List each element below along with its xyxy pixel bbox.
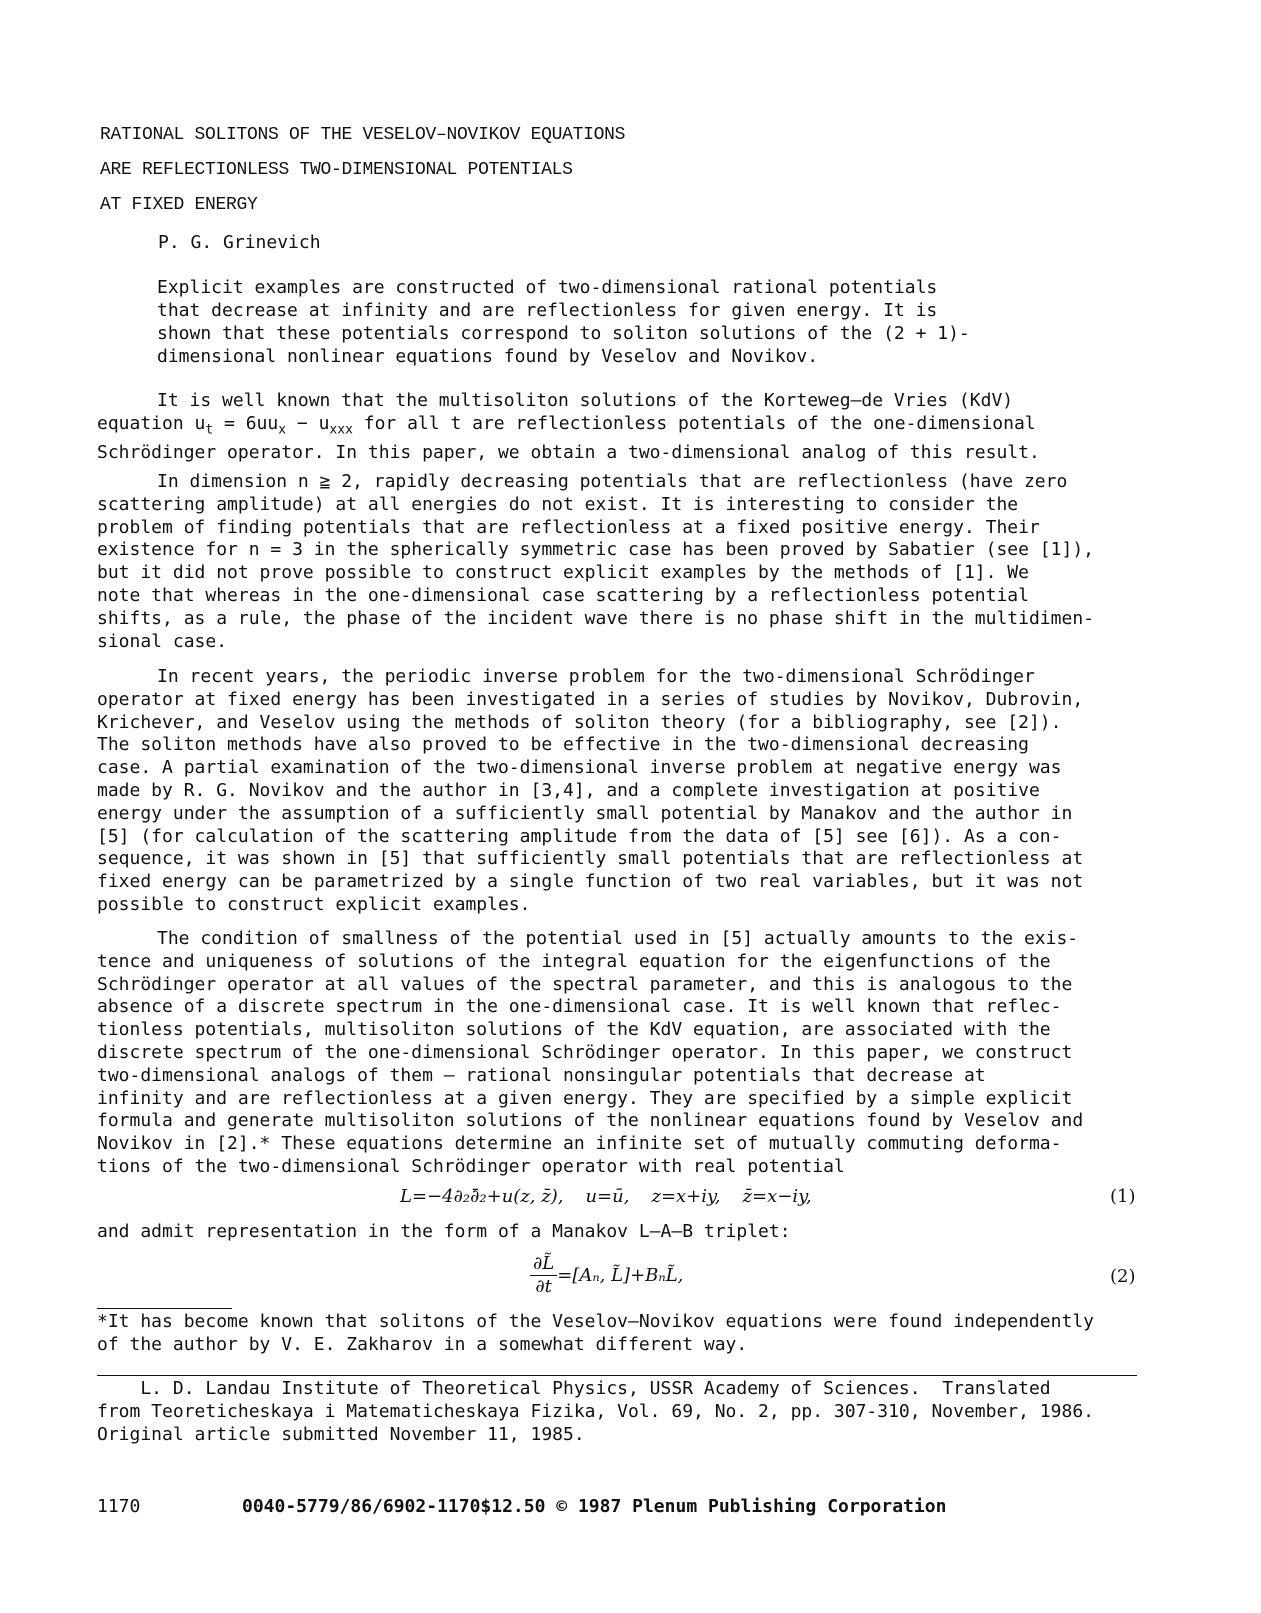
text-span: = 6uu (213, 412, 279, 434)
text-line: two-dimensional analogs of them — rational nonsingular potentials that decrease at (97, 1064, 986, 1086)
paper-title (100, 118, 625, 223)
equation-number-1: (1) (1110, 1186, 1136, 1207)
paragraph-3 (97, 666, 1157, 917)
text-line: [5] (for calculation of the scattering amplitude from the data of [5] see [6]). As a con- (97, 825, 1062, 847)
text-line: energy under the assumption of a sufficiently small potential by Manakov and the author in (97, 802, 1073, 824)
text-line: note that whereas in the one-dimensional case scattering by a reflectionless potential (97, 584, 1029, 606)
text-line (97, 413, 1157, 442)
text-line: L. D. Landau Institute of Theoretical Physics, USSR Academy of Sciences. Translated (97, 1378, 1051, 1399)
text-line: made by R. G. Novikov and the author in [3,4], and a complete investigation at positive (97, 779, 1040, 801)
text-line: In dimension n ≧ 2, rapidly decreasing potentials that are reflectionless (have zero (157, 471, 1068, 492)
text-line: tionless potentials, multisoliton solutions of the KdV equation, are associated with the (97, 1019, 1051, 1041)
fraction-numerator: ∂L̃ (530, 1253, 557, 1276)
text-line: problem of finding potentials that are reflectionless at a fixed positive energy. Their (97, 516, 1040, 538)
equation-part: z=x+iy, (651, 1186, 721, 1207)
text-line: In recent years, the periodic inverse problem for the two-dimensional Schrödinger (157, 666, 1035, 687)
text-line: Schrödinger operator at all values of the spectral parameter, and this is analogous to the (97, 973, 1073, 995)
equation-part: z̄=x−iy, (742, 1186, 812, 1207)
title-line: AT FIXED ENERGY (100, 195, 258, 215)
text-line: operator at fixed energy has been investigated in a series of studies by Novikov, Dubrovin, (97, 688, 1084, 710)
abstract (157, 276, 1037, 368)
text-line: The soliton methods have also proved to be effective in the two-dimensional decreasing (97, 734, 1029, 756)
equation-rhs: =[Aₙ, L̃]+BₙL̃, (557, 1265, 684, 1286)
text-line: possible to construct explicit examples. (97, 893, 531, 915)
text-line: Schrödinger operator. In this paper, we obtain a two-dimensional analog of this result. (97, 442, 1040, 464)
text-line: infinity and are reflectionless at a given energy. They are specified by a simple explicit (97, 1087, 1073, 1109)
affiliation (97, 1378, 1094, 1446)
text-span: for all t are reflectionless potentials of the one-dimensional (352, 412, 1036, 434)
copyright-line: 0040-5779/86/6902-1170$12.50 © 1987 Plenum Publishing Corporation (242, 1496, 947, 1517)
text-line: sional case. (97, 630, 228, 652)
author-name: P. G. Grinevich (158, 232, 321, 253)
text-line: sequence, it was shown in [5] that sufficiently small potentials that are reflectionless at (97, 848, 1084, 870)
text-line: scattering amplitude) at all energies do not exist. It is interesting to consider the (97, 493, 1019, 515)
equation-number-2: (2) (1110, 1266, 1136, 1287)
text-line: of the author by V. E. Zakharov in a somewhat different way. (97, 1333, 748, 1355)
title-line: ARE REFLECTIONLESS TWO-DIMENSIONAL POTENTIALS (100, 160, 573, 180)
subscript: t (205, 422, 214, 438)
abstract-line: shown that these potentials correspond to soliton solutions of the (2 + 1)- (157, 323, 970, 344)
text-line: *It has become known that solitons of the Veselov–Novikov equations were found independently (97, 1311, 1094, 1332)
text-line: case. A partial examination of the two-dimensional inverse problem at negative energy was (97, 757, 1062, 779)
text-line: tence and uniqueness of solutions of the integral equation for the eigenfunctions of the (97, 950, 1051, 972)
text-line: from Teoreticheskaya i Matematicheskaya Fizika, Vol. 69, No. 2, pp. 307-310, November, 1986. (97, 1400, 1094, 1422)
title-line: RATIONAL SOLITONS OF THE VESELOV–NOVIKOV EQUATIONS (100, 125, 626, 145)
text-line: and admit representation in the form of a Manakov L–A–B triplet: (97, 1221, 791, 1242)
text-line: tions of the two-dimensional Schrödinger operator with real potential (97, 1155, 845, 1177)
paragraph-1 (97, 390, 1157, 465)
equation-2 (530, 1253, 683, 1298)
paragraph-2 (97, 471, 1157, 653)
equation-1 (400, 1186, 812, 1207)
text-line: The condition of smallness of the potential used in [5] actually amounts to the exis- (157, 928, 1079, 949)
subscript: xxx (329, 422, 353, 438)
page-footer (97, 1496, 946, 1517)
text-span: − u (286, 412, 330, 434)
text-line: shifts, as a rule, the phase of the incident wave there is no phase shift in the multidimen- (97, 607, 1094, 629)
paragraph-5 (97, 1221, 1157, 1244)
subscript: x (278, 422, 287, 438)
equation-part: L=−4∂₂∂̄₂+u(z, z̄), (400, 1186, 564, 1207)
text-line: Krichever, and Veselov using the methods of soliton theory (for a bibliography, see [2]). (97, 711, 1062, 733)
affiliation-divider (97, 1375, 1137, 1376)
text-span: equation u (97, 412, 206, 434)
text-line: It is well known that the multisoliton solutions of the Korteweg–de Vries (KdV) (157, 390, 1014, 411)
text-line: formula and generate multisoliton solutions of the nonlinear equations found by Veselov and (97, 1110, 1084, 1132)
abstract-line: that decrease at infinity and are reflectionless for given energy. It is (157, 300, 938, 321)
footnote (97, 1311, 1094, 1357)
page-number: 1170 (97, 1496, 141, 1517)
fraction (530, 1253, 557, 1298)
text-line: but it did not prove possible to construct explicit examples by the methods of [1]. We (97, 562, 1029, 584)
text-line: discrete spectrum of the one-dimensional Schrödinger operator. In this paper, we construct (97, 1041, 1073, 1063)
paragraph-4 (97, 928, 1157, 1179)
text-line: Original article submitted November 11, 1985. (97, 1423, 585, 1445)
text-line: existence for n = 3 in the spherically symmetric case has been proved by Sabatier (see [1]), (97, 539, 1094, 561)
footnote-divider (97, 1308, 232, 1309)
equation-part: u=ū, (585, 1186, 630, 1207)
text-line: absence of a discrete spectrum in the one-dimensional case. It is well known that reflec- (97, 996, 1062, 1018)
text-line: fixed energy can be parametrized by a single function of two real variables, but it was not (97, 871, 1084, 893)
abstract-line: Explicit examples are constructed of two-dimensional rational potentials (157, 277, 938, 298)
fraction-denominator: ∂t (535, 1276, 552, 1297)
text-line: Novikov in [2].* These equations determine an infinite set of mutually commuting deforma- (97, 1133, 1062, 1155)
abstract-line: dimensional nonlinear equations found by Veselov and Novikov. (157, 346, 819, 367)
